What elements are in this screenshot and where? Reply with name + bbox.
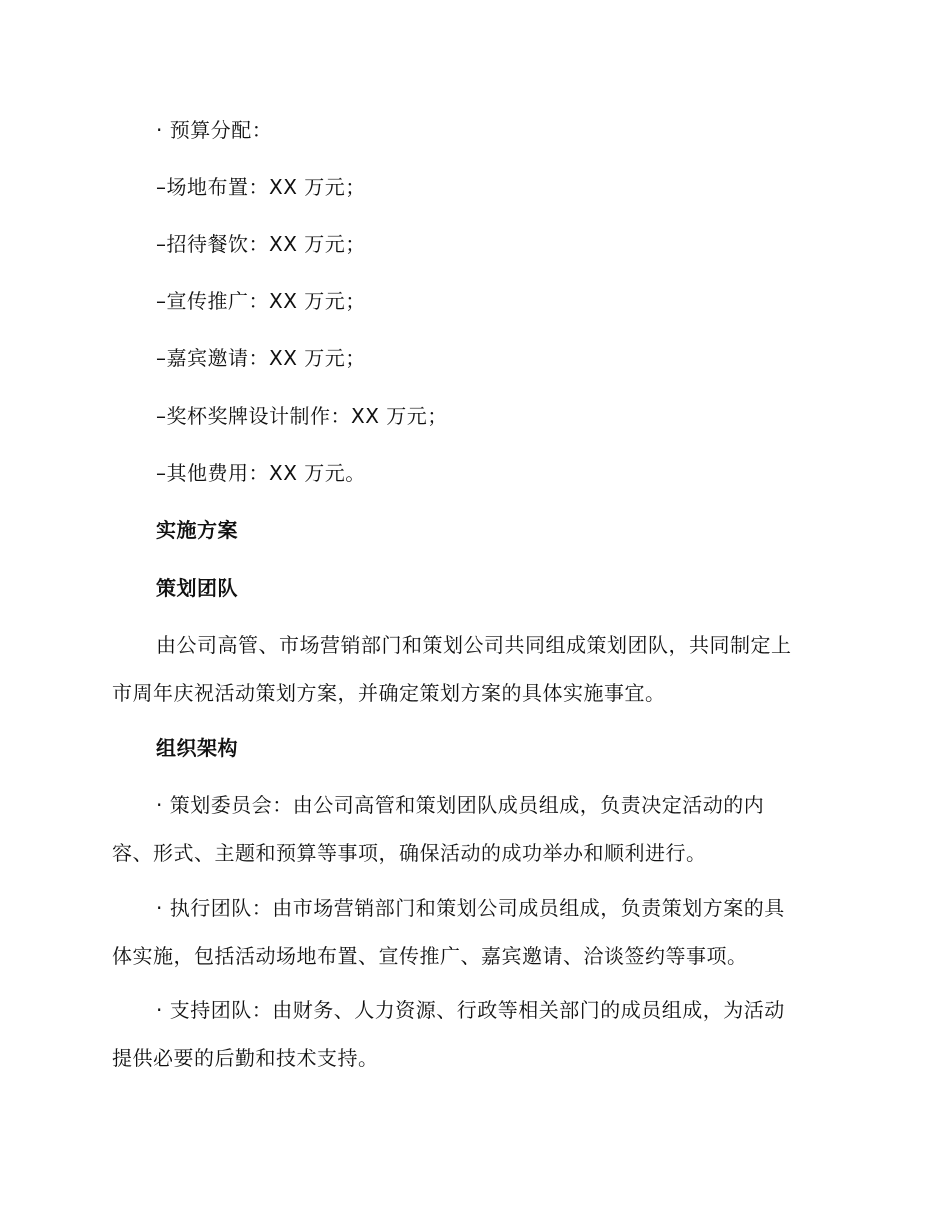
org-item-committee xyxy=(112,781,832,877)
org-item-committee-line-1: · 策划委员会：由公司高管和策划团队成员组成，负责决定活动的内 xyxy=(156,793,765,817)
team-paragraph-line-1: 由公司高管、市场营销部门和策划公司共同组成策划团队，共同制定上 xyxy=(156,633,792,657)
org-item-support-line-2: 提供必要的后勤和技术支持。 xyxy=(112,1046,379,1070)
org-item-execution-line-2: 体实施，包括活动场地布置、宣传推广、嘉宾邀请、洽谈签约等事项。 xyxy=(112,944,748,968)
team-paragraph-line-2: 市周年庆祝活动策划方案，并确定策划方案的具体实施事宜。 xyxy=(112,681,666,705)
section-heading-org: 组织架构 xyxy=(156,736,238,760)
org-item-committee-line-2: 容、形式、主题和预算等事项，确保活动的成功举办和顺利进行。 xyxy=(112,841,707,865)
budget-item-guests: –嘉宾邀请：XX 万元； xyxy=(156,346,366,370)
section-heading-team: 策划团队 xyxy=(156,576,238,600)
org-item-execution xyxy=(112,884,832,980)
budget-item-promotion: –宣传推广：XX 万元； xyxy=(156,289,366,313)
budget-item-trophies: –奖杯奖牌设计制作：XX 万元； xyxy=(156,404,448,428)
section-heading-implementation: 实施方案 xyxy=(156,518,238,542)
org-item-support-line-1: · 支持团队：由财务、人力资源、行政等相关部门的成员组成，为活动 xyxy=(156,998,785,1022)
budget-title: · 预算分配： xyxy=(156,118,273,142)
org-item-support xyxy=(112,986,832,1082)
team-paragraph xyxy=(112,621,832,717)
org-item-execution-line-1: · 执行团队：由市场营销部门和策划公司成员组成，负责策划方案的具 xyxy=(156,896,785,920)
budget-item-other: –其他费用：XX 万元。 xyxy=(156,461,366,485)
budget-item-catering: –招待餐饮：XX 万元； xyxy=(156,232,366,256)
budget-item-venue: –场地布置：XX 万元； xyxy=(156,175,366,199)
